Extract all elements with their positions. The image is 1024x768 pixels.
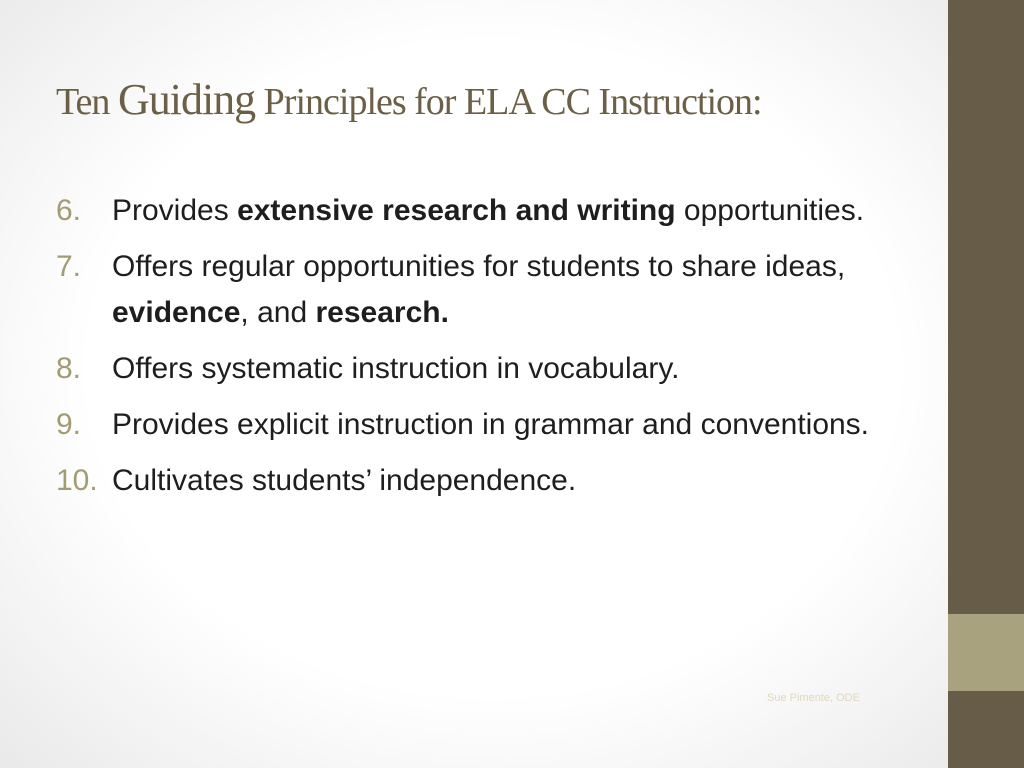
title-part-2: Guiding	[117, 75, 256, 124]
item-number: 7.	[56, 250, 82, 283]
item-text-segment: Provides	[112, 194, 238, 227]
item-number: 6.	[56, 194, 82, 227]
slide-title	[56, 76, 762, 124]
item-text	[112, 244, 916, 336]
principles-list	[56, 188, 916, 514]
title-part-3: Principles for ELA CC Instruction:	[255, 81, 762, 123]
item-text-segment: opportunities.	[675, 194, 865, 227]
item-text-bold: research.	[315, 296, 449, 329]
item-text	[112, 458, 916, 504]
item-text-segment: Offers regular opportunities for students to share ideas,	[112, 250, 846, 283]
list-item	[56, 458, 916, 504]
list-item	[56, 346, 916, 392]
title-part-1: Ten	[56, 81, 118, 123]
item-text-segment: Provides explicit instruction in grammar and conventions.	[112, 408, 870, 441]
item-text	[112, 188, 916, 234]
item-text-segment: , and	[240, 296, 316, 329]
sidebar-accent-block	[948, 614, 1024, 691]
item-text	[112, 346, 916, 392]
footer-credit: Sue Pimente, ODE	[767, 692, 860, 704]
item-text	[112, 402, 916, 448]
list-item	[56, 244, 916, 336]
list-item	[56, 402, 916, 448]
item-number: 9.	[56, 408, 82, 441]
item-text-segment: Cultivates students’ independence.	[112, 464, 577, 497]
item-text-bold: evidence	[112, 296, 241, 329]
item-number: 8.	[56, 352, 82, 385]
item-text-bold: extensive research and writing	[237, 194, 676, 227]
item-number: 10.	[56, 464, 98, 497]
item-text-segment: Offers systematic instruction in vocabulary.	[112, 352, 680, 385]
list-item	[56, 188, 916, 234]
